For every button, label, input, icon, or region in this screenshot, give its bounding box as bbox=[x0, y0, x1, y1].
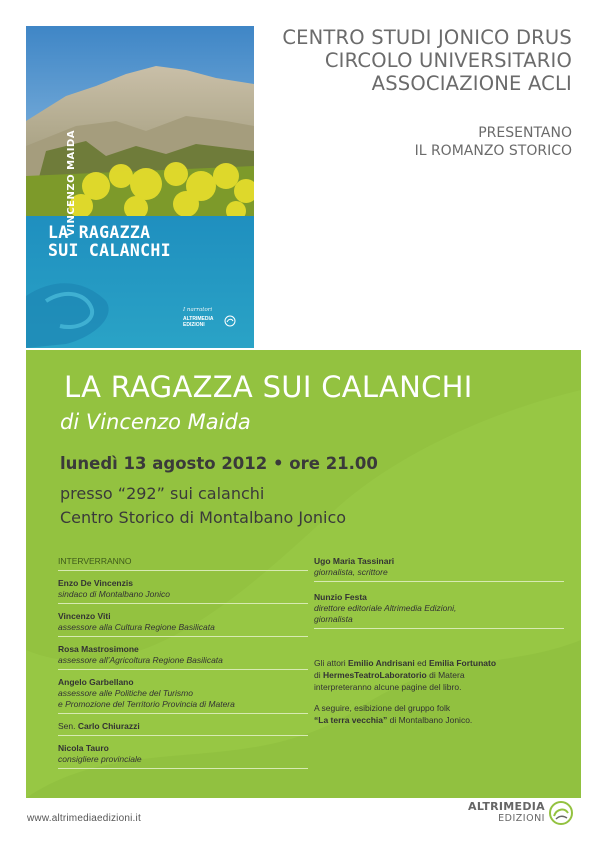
organizers bbox=[282, 26, 572, 95]
speaker-title: Sen. bbox=[58, 721, 76, 731]
cover-title bbox=[48, 224, 171, 260]
speaker-name: Angelo Garbellano bbox=[58, 677, 134, 687]
cover-series: I narratori bbox=[183, 307, 213, 313]
speaker-name-text: Carlo Chiurazzi bbox=[77, 721, 140, 731]
cover-publisher-line-1: ALTRIMEDIA bbox=[183, 316, 214, 322]
theatre-company-name: HermesTeatroLaboratorio bbox=[322, 670, 427, 680]
actors-text-2: ed bbox=[414, 658, 429, 668]
speaker-name: Vincenzo Viti bbox=[58, 611, 111, 621]
speaker bbox=[58, 637, 308, 670]
speaker bbox=[58, 736, 308, 769]
cover-publisher-line-2: EDIZIONI bbox=[183, 322, 205, 328]
publisher-logo bbox=[457, 800, 545, 824]
actor-name-2: Emilia Fortunato bbox=[428, 658, 497, 668]
actor-name-1: Emilio Andrisani bbox=[348, 658, 415, 668]
cover-landscape-illustration bbox=[26, 26, 254, 348]
actors-text-3: di bbox=[314, 670, 323, 680]
organizer-3: ASSOCIAZIONE ACLI bbox=[371, 72, 572, 95]
speaker-name: Ugo Maria Tassinari bbox=[314, 556, 395, 566]
speaker bbox=[58, 571, 308, 604]
presenting-line-1: PRESENTANO bbox=[478, 125, 572, 141]
presenting-text bbox=[415, 124, 572, 160]
speaker bbox=[58, 670, 308, 714]
event-author: di Vincenzo Maida bbox=[60, 410, 251, 434]
actors-paragraph bbox=[314, 657, 564, 693]
cover-title-line-1: LA RAGAZZA bbox=[48, 223, 151, 242]
book-cover bbox=[26, 26, 254, 348]
speakers-header: INTERVERRANNO bbox=[58, 556, 132, 566]
organizer-2: CIRCOLO UNIVERSITARIO bbox=[324, 49, 572, 72]
speaker bbox=[58, 714, 308, 736]
speaker bbox=[314, 582, 564, 629]
speaker-role: sindaco di Montalbano Jonico bbox=[58, 589, 170, 599]
actors-text-1: Gli attori bbox=[314, 658, 349, 668]
publisher-name-line-1: ALTRIMEDIA bbox=[468, 800, 545, 813]
speakers-left-column bbox=[58, 556, 308, 769]
publisher-swirl-icon bbox=[548, 800, 574, 826]
speaker-name: Nicola Tauro bbox=[58, 743, 109, 753]
website-link[interactable]: www.altrimediaedizioni.it bbox=[27, 813, 141, 824]
speaker-role-line-2: giornalista bbox=[314, 614, 353, 624]
speaker bbox=[58, 604, 308, 637]
cover-title-line-2: SUI CALANCHI bbox=[48, 241, 171, 260]
speaker-name: Enzo De Vincenzis bbox=[58, 578, 133, 588]
speaker-role: giornalista, scrittore bbox=[314, 567, 388, 577]
organizer-1: CENTRO STUDI JONICO DRUS bbox=[282, 26, 572, 49]
cover-publisher-logo bbox=[183, 316, 213, 328]
speaker-role-line-2: e Promozione del Territorio Provincia di Matera bbox=[58, 699, 235, 709]
folk-text-1: A seguire, esibizione del gruppo folk bbox=[314, 703, 451, 713]
folk-text-2: di Montalbano Jonico. bbox=[387, 715, 473, 725]
folk-paragraph bbox=[314, 702, 564, 726]
speaker-role: direttore editoriale Altrimedia Edizioni, bbox=[314, 603, 457, 613]
cover-author: VINCENZO MAIDA bbox=[66, 129, 77, 236]
speaker-role: assessore alla Cultura Regione Basilicata bbox=[58, 622, 215, 632]
actors-text-4: di Matera bbox=[426, 670, 465, 680]
speakers-right-column bbox=[314, 556, 564, 726]
event-venue-line-1: presso “292” sui calanchi bbox=[60, 484, 265, 503]
speaker bbox=[314, 556, 564, 582]
presenting-line-2: IL ROMANZO STORICO bbox=[414, 143, 572, 159]
event-title: LA RAGAZZA SUI CALANCHI bbox=[64, 370, 473, 404]
event-venue bbox=[60, 482, 346, 530]
publisher-name-line-2: EDIZIONI bbox=[498, 813, 545, 824]
folk-group-name: “La terra vecchia” bbox=[314, 715, 388, 725]
speaker-role: assessore alle Politiche del Turismo bbox=[58, 688, 193, 698]
event-info-panel bbox=[26, 350, 581, 798]
speaker-name: Nunzio Festa bbox=[314, 592, 367, 602]
speaker-role: assessore all’Agricoltura Regione Basilicata bbox=[58, 655, 223, 665]
event-date: lunedì 13 agosto 2012 • ore 21.00 bbox=[60, 454, 378, 473]
speaker-name bbox=[58, 721, 308, 732]
speaker-name: Rosa Mastrosimone bbox=[58, 644, 139, 654]
event-venue-line-2: Centro Storico di Montalbano Jonico bbox=[60, 508, 347, 527]
actors-text-5: interpreteranno alcune pagine del libro. bbox=[314, 682, 462, 692]
speaker-role: consigliere provinciale bbox=[58, 754, 142, 764]
cover-publisher-icon bbox=[224, 315, 236, 327]
